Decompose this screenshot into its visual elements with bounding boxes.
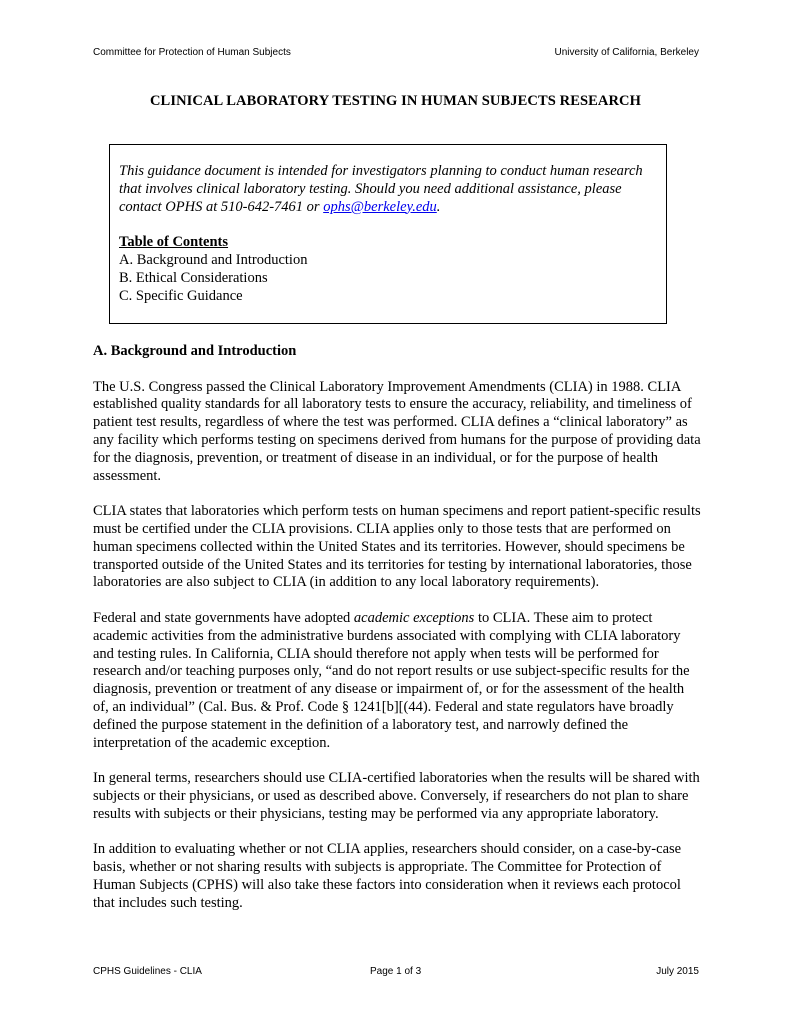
paragraph-3-rest: to CLIA. These aim to protect academic activities from the administrative burdens associated with complying with CLIA laboratory and testing rules. In California, CLIA should therefore not apply when tests will be performed for research and/or teaching purposes only, “and do not report results or use subject-specific results for the diagnosis, prevention or treatment of any disease or impairment of, or for the assessment of the health of, an individual” (Cal. Bus. & Prof. Code § 1241[b][(44). Federal and state regulators have broadly defined the purpose statement in the definition of a laboratory test, and narrowly defined the interpretation of the academic exception. xyxy=(93,609,690,751)
footer-date: July 2015 xyxy=(656,966,699,977)
paragraph-4: In general terms, researchers should use CLIA-certified laboratories when the results will be shared with subjects or their physicians, or used as described above. Conversely, if researchers do not plan to share results with subjects or their physicians, testing may be performed via any appropriate laboratory. xyxy=(93,770,700,822)
document-title: CLINICAL LABORATORY TESTING IN HUMAN SUBJECTS RESEARCH xyxy=(149,93,641,109)
guidance-intro-text: This guidance document is intended for investigators planning to conduct human research that involves clinical laboratory testing. Should you need additional assistance, please contact OPHS at 510-642-7461 or xyxy=(119,163,643,215)
header-right-text: University of California, Berkeley xyxy=(554,47,699,58)
paragraph-1: The U.S. Congress passed the Clinical Laboratory Improvement Amendments (CLIA) in 1988. CLIA established quality standards for all laboratory tests to ensure the accuracy, reliability, and timeliness of patient test results, regardless of where the test was performed. CLIA defines a “clinical laboratory” as any facility which performs testing on specimens derived from humans for the purpose of providing data for the diagnosis, prevention, or treatment of disease in an individual, or for the purpose of health assessment. xyxy=(93,378,701,484)
academic-exceptions-term: academic exceptions xyxy=(353,609,475,626)
paragraph-2: CLIA states that laboratories which perform tests on human specimens and report patient-specific results must be certified under the CLIA provisions. CLIA applies only to those tests that are performed on human specimens collected within the United States and its territories. However, should specimens be transported outside of the United States and its territories for testing by international laboratories, those laboratories are also subject to CLIA (in addition to any local laboratory requirements). xyxy=(93,503,701,591)
section-a-heading: A. Background and Introduction xyxy=(93,343,297,359)
paragraph-3-start: Federal and state governments have adopted xyxy=(93,609,354,626)
toc-item-a: A. Background and Introduction xyxy=(119,252,308,269)
paragraph-5: In addition to evaluating whether or not CLIA applies, researchers should consider, on a case-by-case basis, whether or not sharing results with subjects is appropriate. The Committee for Protection of Human Subjects (CPHS) will also take these factors into consideration when it reviews each protocol that includes such testing. xyxy=(93,841,682,911)
guidance-intro-end: . xyxy=(436,198,441,215)
footer-left-text: CPHS Guidelines - CLIA xyxy=(93,966,202,977)
section-a xyxy=(93,343,701,930)
guidance-box xyxy=(109,144,667,324)
ophs-email-link[interactable]: ophs@berkeley.edu xyxy=(323,198,437,215)
guidance-intro xyxy=(119,163,657,216)
header-left-text: Committee for Protection of Human Subjects xyxy=(93,47,291,58)
toc-item-b: B. Ethical Considerations xyxy=(119,269,268,286)
page-number: Page 1 of 3 xyxy=(370,966,422,977)
paragraph-3 xyxy=(93,610,701,752)
toc-item-c: C. Specific Guidance xyxy=(119,287,243,304)
toc-title: Table of Contents xyxy=(119,234,229,251)
